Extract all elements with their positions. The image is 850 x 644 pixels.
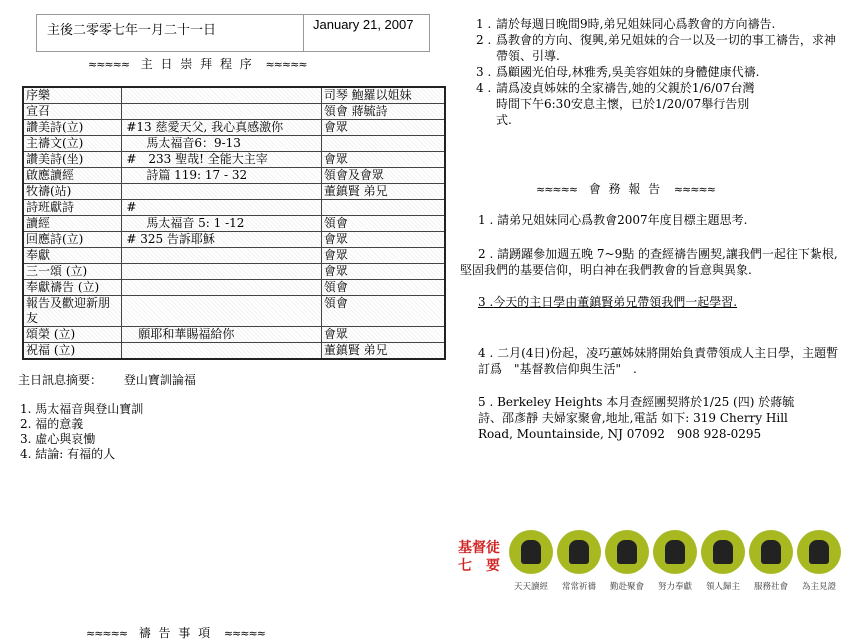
service-row [23, 152, 445, 168]
announcement-item: 4 . 二月(4日)份起，凌巧蕙姊妹將開始負責帶領成人主日學，主題暫訂爲 "基督教信仰與生活" . [478, 346, 839, 376]
service-item: 三一頌 (立) [23, 264, 122, 280]
service-row [23, 136, 445, 152]
service-content [122, 248, 322, 264]
announcement-item: 3 .今天的主日學由董鎮賢弟兄帶領我們一起學習. [478, 295, 738, 309]
service-person: 領會 [321, 296, 445, 327]
service-row [23, 104, 445, 120]
service-row [23, 184, 445, 200]
service-item: 頌榮 (立) [23, 327, 122, 343]
essential-caption: 為主見證 [801, 581, 836, 591]
service-row [23, 343, 445, 360]
header-divider [303, 15, 304, 51]
service-content: 馬太福音 5: 1 -12 [122, 216, 322, 232]
seven-essentials-logo [455, 528, 845, 592]
service-item: 奉獻 [23, 248, 122, 264]
service-content [122, 343, 322, 360]
sermon-point: 4. 結論: 有福的人 [20, 447, 116, 461]
service-content: 馬太福音6：9-13 [122, 136, 322, 152]
service-row [23, 120, 445, 136]
sermon-point: 3. 虛心與哀慟 [20, 432, 96, 446]
essential-caption: 常常祈禱 [561, 581, 596, 591]
essential-caption: 天天讀經 [513, 581, 548, 591]
announcement-item: 2 . 請踴躍參加週五晚 7~9點 的查經禱告團契,讓我們一起往下紮根,堅固我們的基要信仰，明白神在我們教會的旨意與異象. [460, 247, 838, 277]
service-row [23, 232, 445, 248]
essential-icon [557, 530, 601, 574]
wave-ornament-right: ≈≈≈≈≈ [673, 183, 715, 196]
service-content: #13 慈愛天父, 我心真感激你 [122, 120, 322, 136]
service-person: 領會及會眾 [321, 168, 445, 184]
service-content [122, 264, 322, 280]
english-date: January 21, 2007 [313, 17, 414, 32]
service-content: # [122, 200, 322, 216]
service-person: 董鎮賢 弟兄 [321, 184, 445, 200]
service-item: 讚美詩(坐) [23, 152, 122, 168]
sermon-point: 1. 馬太福音與登山寶訓 [20, 402, 144, 416]
service-item: 讚美詩(立) [23, 120, 122, 136]
service-order-table [22, 86, 446, 360]
service-content [122, 87, 322, 104]
essential-icon [653, 530, 697, 574]
essential-icon [749, 530, 793, 574]
essential-icon [701, 530, 745, 574]
service-person: 會眾 [321, 232, 445, 248]
service-person: 領會 蔣毓詩 [321, 104, 445, 120]
lunar-date: 主後二零零七年一月二十一日 [47, 23, 217, 38]
service-row [23, 327, 445, 343]
service-content [122, 296, 322, 327]
wave-ornament-left: ≈≈≈≈≈ [86, 627, 128, 640]
sermon-summary [18, 371, 196, 388]
prayer-item: 2 . 爲教會的方向、復興,弟兄姐妹的合一以及一切的事工禱告，求神帶領、引導. [476, 33, 836, 63]
service-content: # 233 聖哉! 全能大主宰 [122, 152, 322, 168]
essential-icon [605, 530, 649, 574]
service-person: 會眾 [321, 152, 445, 168]
service-person [321, 200, 445, 216]
essential-icon [509, 530, 553, 574]
service-person [321, 136, 445, 152]
prayer-item: 4 . 請爲凌貞姊妹的全家禱告,她的父親於1/6/07台灣時間下午6:30安息主懷，已於1/20/07舉行告別式. [476, 81, 755, 127]
service-row [23, 216, 445, 232]
service-content [122, 280, 322, 296]
service-item: 詩班獻詩 [23, 200, 122, 216]
date-header [36, 14, 430, 52]
essential-caption: 服務社會 [753, 581, 788, 591]
service-item: 主禱文(立) [23, 136, 122, 152]
announcements-title: 會 務 報 告 [588, 182, 663, 196]
service-row [23, 264, 445, 280]
service-person: 會眾 [321, 248, 445, 264]
wave-ornament-right: ≈≈≈≈≈ [223, 627, 265, 640]
service-item: 報告及歡迎新朋友 [23, 296, 122, 327]
service-person: 領會 [321, 280, 445, 296]
service-content: 詩篇 119: 17 - 32 [122, 168, 322, 184]
prayer-item: 1 . 請於每週日晚間9時,弟兄姐妹同心爲教會的方向禱告. [476, 17, 776, 31]
service-person: 董鎮賢 弟兄 [321, 343, 445, 360]
essential-caption: 努力奉獻 [657, 581, 692, 591]
service-row [23, 296, 445, 327]
service-item: 祝福 (立) [23, 343, 122, 360]
service-content [122, 104, 322, 120]
service-item: 讀經 [23, 216, 122, 232]
prayer-title: 禱 告 事 項 [138, 626, 213, 640]
sermon-title: 登山寶訓論福 [123, 373, 196, 387]
service-item: 牧禱(站) [23, 184, 122, 200]
service-order-title-row [88, 55, 307, 72]
service-person: 會眾 [321, 327, 445, 343]
sermon-label: 主日訊息摘要： [18, 373, 103, 387]
prayer-item: 3 . 爲顧國光伯母,林雅秀,吳美容姐妹的身體健康代禱. [476, 65, 760, 79]
service-row [23, 87, 445, 104]
service-row [23, 280, 445, 296]
essential-caption: 勤赴聚會 [609, 581, 644, 591]
announcements-title-row [536, 180, 715, 197]
prayer-title-row [86, 624, 265, 641]
service-order-title: 主 日 崇 拜 程 序 [140, 57, 254, 71]
essential-caption: 領人歸主 [705, 581, 740, 591]
service-row [23, 168, 445, 184]
sermon-points [20, 402, 143, 462]
wave-ornament-left: ≈≈≈≈≈ [536, 183, 578, 196]
prayer-list [476, 16, 840, 128]
service-content: 願耶和華賜福給你 [122, 327, 322, 343]
service-person: 會眾 [321, 120, 445, 136]
logo-title: 基督徒 七 要 [458, 539, 500, 573]
announcement-item: 1 . 請弟兄姐妹同心爲教會2007年度目標主題思考. [478, 213, 748, 227]
wave-ornament-left: ≈≈≈≈≈ [88, 58, 130, 71]
service-person: 領會 [321, 216, 445, 232]
announcement-item: 5 . Berkeley Heights 本月查經團契將於1/25 (四) 於蔣毓詩、邵彥靜 夫婦家聚會,地址,電話 如下: 319 Cherry Hill Road, Mountainside, NJ 07092 908 928-0295 [478, 395, 795, 441]
service-row [23, 200, 445, 216]
service-item: 序樂 [23, 87, 122, 104]
service-item: 啟應讀經 [23, 168, 122, 184]
service-person: 會眾 [321, 264, 445, 280]
service-person: 司琴 鮑羅以姐妹 [321, 87, 445, 104]
service-content [122, 184, 322, 200]
sermon-point: 2. 福的意義 [20, 417, 84, 431]
service-item: 宣召 [23, 104, 122, 120]
service-row [23, 248, 445, 264]
service-item: 奉獻禱告 (立) [23, 280, 122, 296]
wave-ornament-right: ≈≈≈≈≈ [265, 58, 307, 71]
service-item: 回應詩(立) [23, 232, 122, 248]
service-content: # 325 告訴耶穌 [122, 232, 322, 248]
essential-icon [797, 530, 841, 574]
